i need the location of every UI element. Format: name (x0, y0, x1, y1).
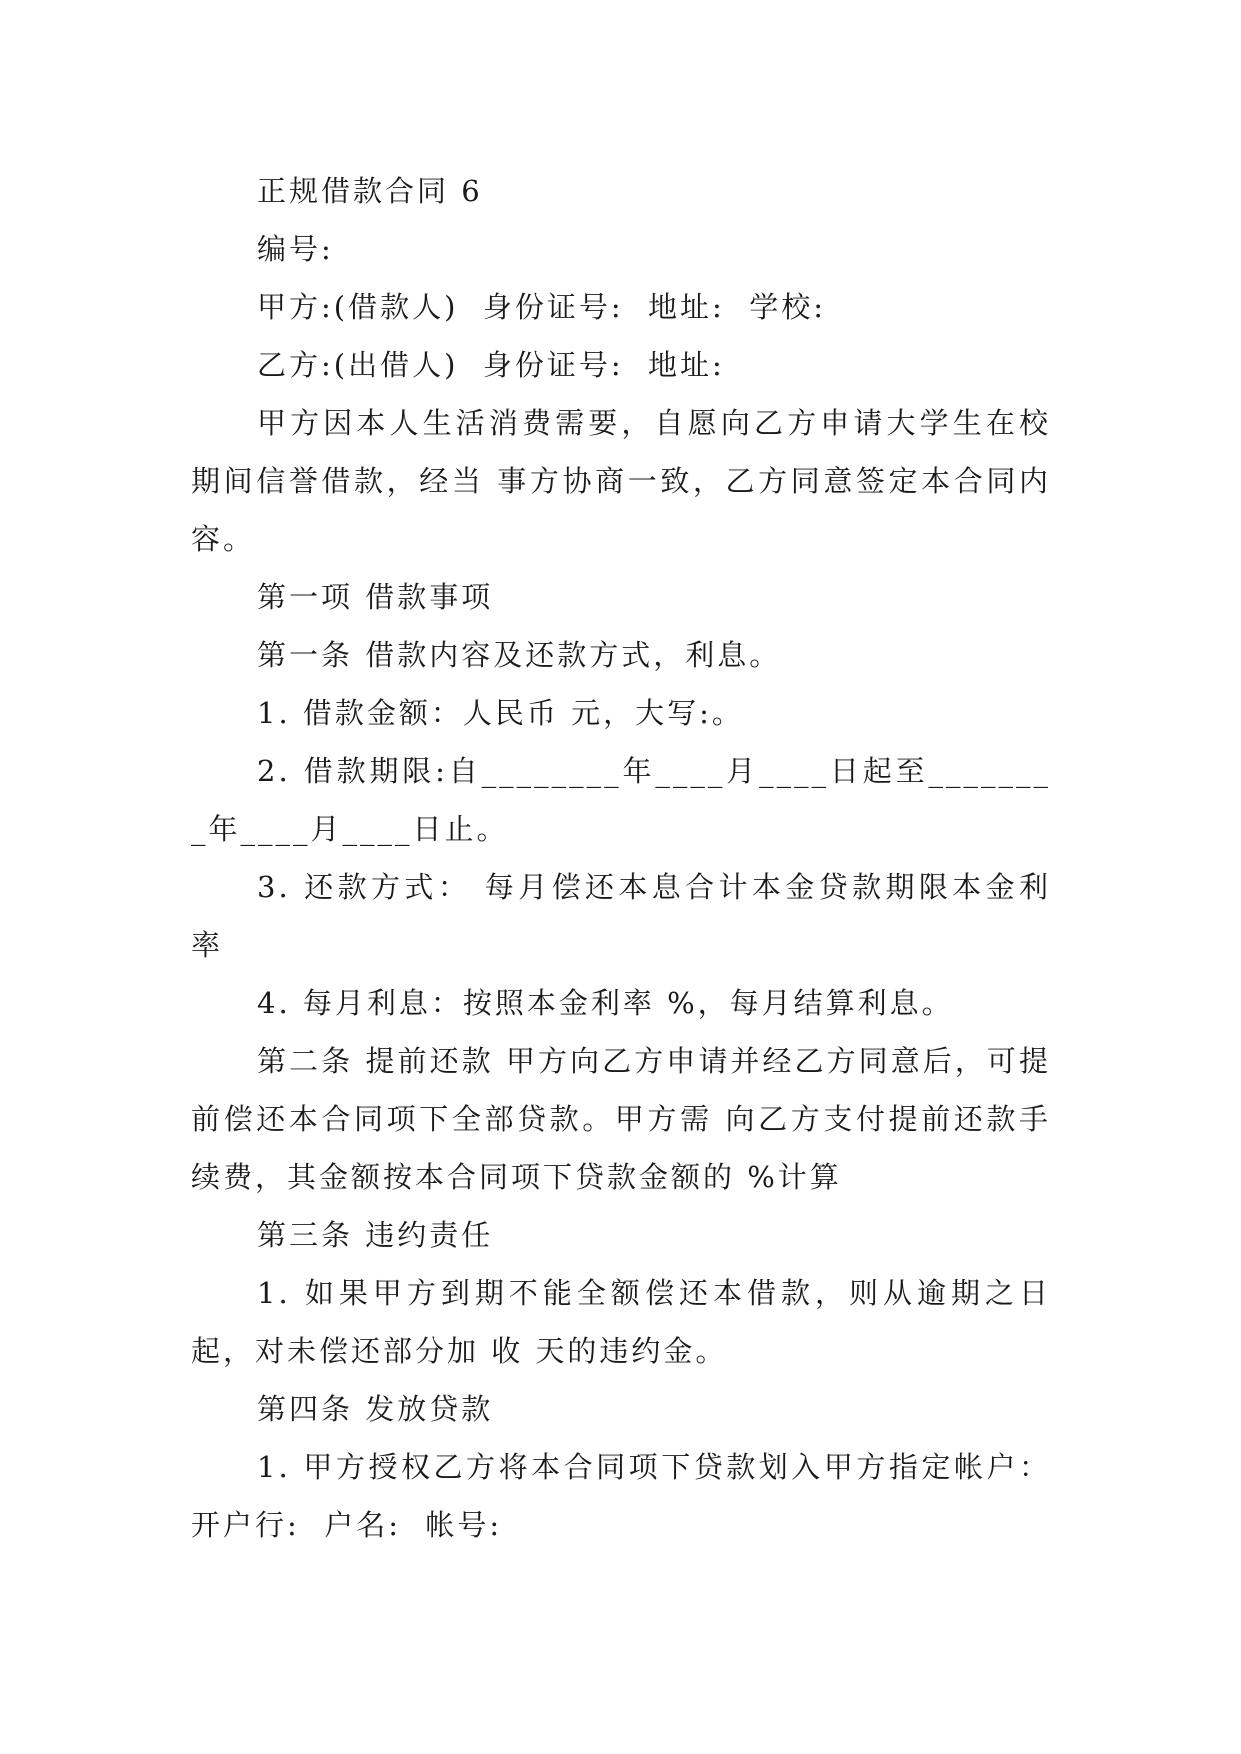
section-heading-1: 第一项 借款事项 (257, 580, 494, 614)
article-early-repayment: 第二条 提前还款 甲方向乙方申请并经乙方同意后，可提前偿还本合同项下全部贷款。甲方需 向乙方支付提前还款手续费，其金额按本合同项下贷款金额的 %计算 (191, 1044, 1051, 1194)
party-b-line: 乙方:(出借人) 身份证号: 地址: (257, 348, 725, 382)
contract-number-line: 编号: (257, 232, 334, 266)
article-heading-1: 第一条 借款内容及还款方式，利息。 (257, 638, 782, 672)
document-title: 正规借款合同 6 (257, 174, 483, 208)
article-heading-4: 第四条 发放贷款 (257, 1392, 494, 1426)
clause-monthly-interest: 4. 每月利息：按照本金利率 %，每月结算利息。 (257, 986, 954, 1020)
article-heading-3: 第三条 违约责任 (257, 1218, 494, 1252)
document-body (191, 162, 1051, 1554)
clause-repayment-method: 3. 还款方式： 每月偿还本息合计本金贷款期限本金利率 (191, 870, 1051, 962)
clause-loan-term: 2. 借款期限:自________年____月____日起至________年____月____日止。 (191, 754, 1051, 846)
clause-disbursement-account: 1. 甲方授权乙方将本合同项下贷款划入甲方指定帐户：开户行: 户名: 帐号: (191, 1450, 1051, 1542)
clause-loan-amount: 1. 借款金额：人民币 元，大写:。 (257, 696, 744, 730)
clause-default-penalty: 1. 如果甲方到期不能全额偿还本借款，则从逾期之日起，对未偿还部分加 收 天的违约金。 (191, 1276, 1051, 1368)
preamble-paragraph: 甲方因本人生活消费需要，自愿向乙方申请大学生在校期间信誉借款，经当 事方协商一致，乙方同意签定本合同内容。 (191, 406, 1051, 556)
party-a-line: 甲方:(借款人) 身份证号: 地址: 学校: (257, 290, 827, 324)
